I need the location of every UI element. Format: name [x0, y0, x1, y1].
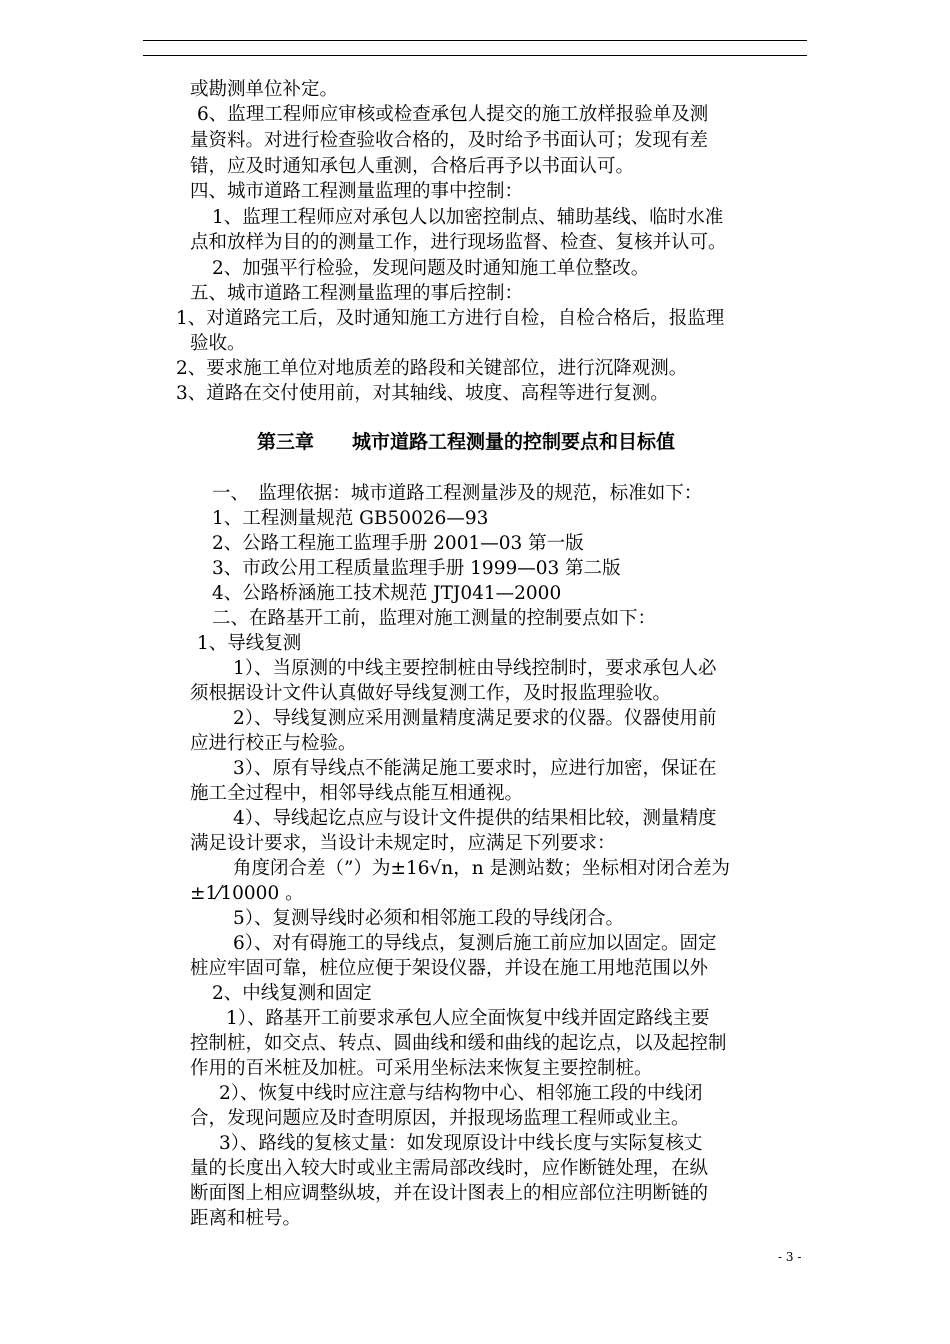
page-number: - 3 -	[778, 1250, 802, 1264]
formula-line: 角度闭合差（”）为±16√n，n 是测站数；坐标相对闭合差为	[233, 858, 730, 879]
text-line: 合，发现问题应及时查明原因，并报现场监理工程师或业主。	[190, 1108, 690, 1129]
text-line: 6）、对有碍施工的导线点，复测后施工前应加以固定。固定	[233, 933, 717, 954]
formula-line: ±1⁄10000 。	[190, 883, 304, 904]
text-line: 须根据设计文件认真做好导线复测工作，及时报监理验收。	[190, 683, 672, 704]
text-line: 点和放样为目的的测量工作，进行现场监督、检查、复核并认可。	[190, 232, 727, 253]
section-heading: 五、城市道路工程测量监理的事后控制：	[190, 283, 524, 304]
text-line: 4）、导线起讫点应与设计文件提供的结果相比较，测量精度	[233, 808, 717, 829]
text-line: 6、监理工程师应审核或检查承包人提交的施工放样报验单及测	[197, 104, 709, 125]
text-line: 1、工程测量规范 GB50026—93	[212, 508, 489, 529]
header-rule	[143, 40, 807, 41]
text-line: 2）、导线复测应采用测量精度满足要求的仪器。仪器使用前	[233, 708, 717, 729]
text-line: 3、道路在交付使用前，对其轴线、坡度、高程等进行复测。	[176, 383, 669, 404]
text-line: 2、公路工程施工监理手册 2001—03 第一版	[212, 533, 584, 554]
section-heading: 四、城市道路工程测量监理的事中控制：	[190, 181, 524, 202]
text-line: 应进行校正与检验。	[190, 733, 357, 754]
text-line: 或勘测单位补定。	[190, 79, 339, 100]
text-line: 2、要求施工单位对地质差的路段和关键部位，进行沉降观测。	[176, 358, 688, 379]
text-line: 桩应牢固可靠，桩位应便于架设仪器，并设在施工用地范围以外	[190, 958, 709, 979]
text-line: 5）、复测导线时必须和相邻施工段的导线闭合。	[233, 908, 625, 929]
text-line: 错，应及时通知承包人重测，合格后再予以书面认可。	[190, 156, 635, 177]
subsection-heading: 2、中线复测和固定	[212, 983, 372, 1004]
text-line: 施工全过程中，相邻导线点能互相通视。	[190, 783, 524, 804]
text-line: 满足设计要求，当设计未规定时，应满足下列要求：	[190, 833, 616, 854]
subsection-heading: 1、导线复测	[197, 633, 302, 654]
text-line: 4、公路桥涵施工技术规范 JTJ041—2000	[212, 583, 562, 604]
text-line: 作用的百米桩及加桩。可采用坐标法来恢复主要控制桩。	[190, 1058, 653, 1079]
text-line: 断面图上相应调整纵坡，并在设计图表上的相应部位注明断链的	[190, 1183, 709, 1204]
text-line: 量的长度出入较大时或业主需局部改线时，应作断链处理，在纵	[190, 1158, 709, 1179]
text-line: 1、监理工程师应对承包人以加密控制点、辅助基线、临时水准	[212, 207, 724, 228]
text-line: 3）、原有导线点不能满足施工要求时，应进行加密，保证在	[233, 758, 717, 779]
text-line: 3、市政公用工程质量监理手册 1999—03 第二版	[212, 558, 621, 579]
text-line: 1、对道路完工后，及时通知施工方进行自检，自检合格后，报监理	[176, 308, 725, 329]
text-line: 1）、当原测的中线主要控制桩由导线控制时，要求承包人必	[233, 658, 717, 679]
chapter-title: 第三章 城市道路工程测量的控制要点和目标值	[257, 431, 676, 453]
text-line: 量资料。对进行检查验收合格的，及时给予书面认可；发现有差	[190, 130, 709, 151]
header-rule-second	[143, 55, 807, 56]
text-line: 2、加强平行检验，发现问题及时通知施工单位整改。	[212, 258, 650, 279]
text-line: 控制桩，如交点、转点、圆曲线和缓和曲线的起讫点，以及起控制	[190, 1033, 727, 1054]
section-heading: 二、在路基开工前，监理对施工测量的控制要点如下：	[212, 608, 657, 629]
text-line: 1）、路基开工前要求承包人应全面恢复中线并固定路线主要	[226, 1008, 710, 1029]
text-line: 距离和桩号。	[190, 1208, 302, 1229]
text-line: 3）、路线的复核丈量：如发现原设计中线长度与实际复核丈	[219, 1133, 703, 1154]
section-heading: 一、 监理依据：城市道路工程测量涉及的规范，标准如下：	[212, 483, 703, 504]
text-line: 验收。	[190, 333, 246, 354]
text-line: 2）、恢复中线时应注意与结构物中心、相邻施工段的中线闭	[219, 1083, 703, 1104]
